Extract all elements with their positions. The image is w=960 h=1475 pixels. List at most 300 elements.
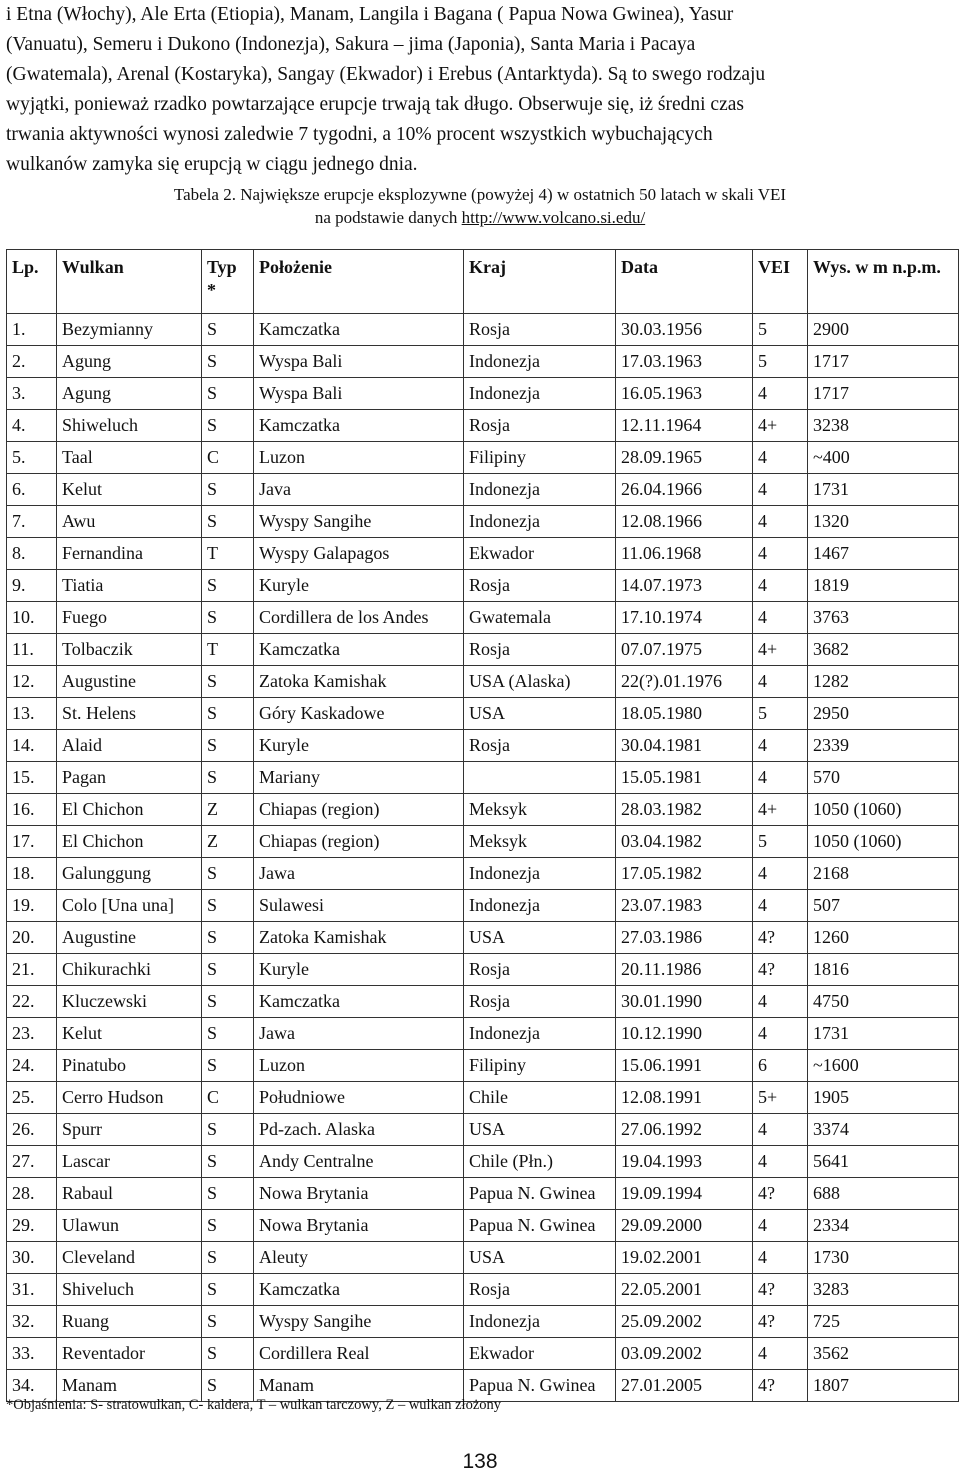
cell-kraj: Papua N. Gwinea — [464, 1210, 616, 1242]
cell-lp: 26. — [7, 1114, 57, 1146]
cell-data: 28.09.1965 — [616, 442, 753, 474]
cell-polozenie: Jawa — [254, 1018, 464, 1050]
table-row — [7, 1274, 959, 1306]
cell-data: 27.06.1992 — [616, 1114, 753, 1146]
cell-typ: S — [202, 1338, 254, 1370]
cell-wulkan: Augustine — [57, 666, 202, 698]
table-row — [7, 730, 959, 762]
cell-wys: 1260 — [808, 922, 959, 954]
cell-data: 30.03.1956 — [616, 314, 753, 346]
cell-lp: 1. — [7, 314, 57, 346]
table-row — [7, 378, 959, 410]
cell-lp: 25. — [7, 1082, 57, 1114]
cell-kraj: USA — [464, 1242, 616, 1274]
cell-polozenie: Nowa Brytania — [254, 1178, 464, 1210]
cell-vei: 4 — [753, 1242, 808, 1274]
header-vei: VEI — [753, 250, 808, 314]
cell-typ: S — [202, 954, 254, 986]
header-polozenie: Położenie — [254, 250, 464, 314]
cell-data: 12.11.1964 — [616, 410, 753, 442]
cell-wys: 5641 — [808, 1146, 959, 1178]
cell-polozenie: Zatoka Kamishak — [254, 922, 464, 954]
cell-typ: S — [202, 378, 254, 410]
table-row — [7, 666, 959, 698]
cell-typ: C — [202, 1082, 254, 1114]
cell-typ: S — [202, 1050, 254, 1082]
cell-lp: 16. — [7, 794, 57, 826]
table-row — [7, 762, 959, 794]
cell-wulkan: Augustine — [57, 922, 202, 954]
cell-typ: S — [202, 1146, 254, 1178]
cell-wys: 688 — [808, 1178, 959, 1210]
cell-kraj: Ekwador — [464, 538, 616, 570]
cell-vei: 4 — [753, 666, 808, 698]
cell-lp: 6. — [7, 474, 57, 506]
cell-lp: 5. — [7, 442, 57, 474]
cell-lp: 3. — [7, 378, 57, 410]
table-body — [7, 314, 959, 1402]
cell-data: 15.06.1991 — [616, 1050, 753, 1082]
cell-data: 16.05.1963 — [616, 378, 753, 410]
cell-lp: 2. — [7, 346, 57, 378]
cell-polozenie: Sulawesi — [254, 890, 464, 922]
cell-polozenie: Jawa — [254, 858, 464, 890]
cell-kraj: Rosja — [464, 730, 616, 762]
table-row — [7, 826, 959, 858]
table-row — [7, 346, 959, 378]
cell-wulkan: Cleveland — [57, 1242, 202, 1274]
cell-polozenie: Kamczatka — [254, 1274, 464, 1306]
cell-kraj: Indonezja — [464, 474, 616, 506]
cell-wys: 3374 — [808, 1114, 959, 1146]
cell-wulkan: Pagan — [57, 762, 202, 794]
header-row — [7, 250, 959, 314]
cell-lp: 8. — [7, 538, 57, 570]
cell-kraj: Rosja — [464, 634, 616, 666]
table-row — [7, 634, 959, 666]
intro-paragraph — [6, 0, 952, 180]
cell-data: 30.01.1990 — [616, 986, 753, 1018]
cell-polozenie: Manam — [254, 1370, 464, 1402]
cell-typ: S — [202, 1274, 254, 1306]
cell-wulkan: Cerro Hudson — [57, 1082, 202, 1114]
cell-polozenie: Luzon — [254, 1050, 464, 1082]
cell-vei: 4 — [753, 858, 808, 890]
table-row — [7, 1242, 959, 1274]
cell-data: 29.09.2000 — [616, 1210, 753, 1242]
header-kraj: Kraj — [464, 250, 616, 314]
cell-typ: S — [202, 1114, 254, 1146]
cell-data: 23.07.1983 — [616, 890, 753, 922]
cell-data: 22(?).01.1976 — [616, 666, 753, 698]
table-row — [7, 570, 959, 602]
cell-lp: 34. — [7, 1370, 57, 1402]
cell-vei: 4 — [753, 890, 808, 922]
cell-wulkan: Ulawun — [57, 1210, 202, 1242]
cell-wulkan: El Chichon — [57, 794, 202, 826]
cell-wulkan: Alaid — [57, 730, 202, 762]
cell-wys: 2168 — [808, 858, 959, 890]
cell-kraj — [464, 762, 616, 794]
cell-data: 27.03.1986 — [616, 922, 753, 954]
cell-polozenie: Mariany — [254, 762, 464, 794]
cell-kraj: Indonezja — [464, 506, 616, 538]
cell-data: 03.09.2002 — [616, 1338, 753, 1370]
table-header — [7, 250, 959, 314]
cell-lp: 4. — [7, 410, 57, 442]
cell-polozenie: Wyspa Bali — [254, 346, 464, 378]
cell-typ: S — [202, 1178, 254, 1210]
cell-vei: 4 — [753, 986, 808, 1018]
cell-kraj: Chile (Płn.) — [464, 1146, 616, 1178]
cell-kraj: Filipiny — [464, 442, 616, 474]
cell-kraj: Rosja — [464, 954, 616, 986]
cell-data: 26.04.1966 — [616, 474, 753, 506]
cell-data: 14.07.1973 — [616, 570, 753, 602]
cell-wys: 3283 — [808, 1274, 959, 1306]
cell-polozenie: Kamczatka — [254, 634, 464, 666]
table-row — [7, 954, 959, 986]
cell-typ: S — [202, 1370, 254, 1402]
cell-data: 03.04.1982 — [616, 826, 753, 858]
cell-lp: 11. — [7, 634, 57, 666]
cell-vei: 4? — [753, 1306, 808, 1338]
cell-data: 12.08.1991 — [616, 1082, 753, 1114]
cell-kraj: Papua N. Gwinea — [464, 1370, 616, 1402]
cell-vei: 4? — [753, 1178, 808, 1210]
cell-kraj: Rosja — [464, 410, 616, 442]
cell-data: 18.05.1980 — [616, 698, 753, 730]
cell-wys: ~1600 — [808, 1050, 959, 1082]
cell-lp: 24. — [7, 1050, 57, 1082]
cell-data: 17.03.1963 — [616, 346, 753, 378]
table-row — [7, 474, 959, 506]
cell-wulkan: Fuego — [57, 602, 202, 634]
cell-wulkan: Lascar — [57, 1146, 202, 1178]
table-row — [7, 922, 959, 954]
cell-data: 15.05.1981 — [616, 762, 753, 794]
cell-wulkan: Taal — [57, 442, 202, 474]
cell-typ: S — [202, 858, 254, 890]
cell-lp: 30. — [7, 1242, 57, 1274]
cell-typ: T — [202, 538, 254, 570]
cell-lp: 33. — [7, 1338, 57, 1370]
cell-typ: S — [202, 922, 254, 954]
header-data: Data — [616, 250, 753, 314]
cell-typ: S — [202, 986, 254, 1018]
cell-polozenie: Wyspy Sangihe — [254, 506, 464, 538]
cell-wulkan: Bezymianny — [57, 314, 202, 346]
cell-vei: 5 — [753, 826, 808, 858]
cell-kraj: Meksyk — [464, 826, 616, 858]
cell-wys: 1730 — [808, 1242, 959, 1274]
cell-kraj: Filipiny — [464, 1050, 616, 1082]
cell-polozenie: Luzon — [254, 442, 464, 474]
cell-wulkan: El Chichon — [57, 826, 202, 858]
cell-vei: 4 — [753, 570, 808, 602]
cell-lp: 20. — [7, 922, 57, 954]
cell-wys: 1731 — [808, 474, 959, 506]
cell-vei: 4+ — [753, 794, 808, 826]
paragraph-line: trwania aktywności wynosi zaledwie 7 tygodni, a 10% procent wszystkich wybuchających — [6, 124, 713, 145]
paragraph-line: (Vanuatu), Semeru i Dukono (Indonezja), Sakura – jima (Japonia), Santa Maria i Pacaya — [6, 34, 696, 55]
header-typ: Typ * — [202, 250, 254, 314]
cell-data: 22.05.2001 — [616, 1274, 753, 1306]
cell-vei: 4? — [753, 954, 808, 986]
cell-data: 17.05.1982 — [616, 858, 753, 890]
cell-wulkan: Agung — [57, 378, 202, 410]
cell-typ: S — [202, 890, 254, 922]
cell-vei: 4 — [753, 730, 808, 762]
cell-lp: 18. — [7, 858, 57, 890]
cell-wys: 570 — [808, 762, 959, 794]
cell-lp: 19. — [7, 890, 57, 922]
cell-kraj: USA — [464, 922, 616, 954]
paragraph-line: (Gwatemala), Arenal (Kostaryka), Sangay (Ekwador) i Erebus (Antarktyda). Są to swego rodzaju — [6, 64, 766, 85]
cell-vei: 4 — [753, 378, 808, 410]
cell-lp: 7. — [7, 506, 57, 538]
cell-typ: S — [202, 666, 254, 698]
cell-wulkan: Awu — [57, 506, 202, 538]
header-lp: Lp. — [7, 250, 57, 314]
cell-wys: 1905 — [808, 1082, 959, 1114]
cell-lp: 29. — [7, 1210, 57, 1242]
cell-kraj: Indonezja — [464, 378, 616, 410]
cell-wys: 1320 — [808, 506, 959, 538]
cell-data: 12.08.1966 — [616, 506, 753, 538]
cell-wys: 4750 — [808, 986, 959, 1018]
cell-wulkan: Pinatubo — [57, 1050, 202, 1082]
table-row — [7, 442, 959, 474]
cell-wys: 1807 — [808, 1370, 959, 1402]
caption-line-1: Tabela 2. Największe erupcje eksplozywne (powyżej 4) w ostatnich 50 latach w skali VEI — [173, 185, 787, 204]
cell-lp: 13. — [7, 698, 57, 730]
cell-polozenie: Południowe — [254, 1082, 464, 1114]
cell-wulkan: Rabaul — [57, 1178, 202, 1210]
cell-kraj: Indonezja — [464, 1018, 616, 1050]
cell-vei: 4 — [753, 1210, 808, 1242]
table-row — [7, 1306, 959, 1338]
cell-polozenie: Kamczatka — [254, 410, 464, 442]
table-caption — [0, 183, 960, 229]
table-row — [7, 1018, 959, 1050]
cell-wys: 1819 — [808, 570, 959, 602]
paragraph-line: i Etna (Włochy), Ale Erta (Etiopia), Manam, Langila i Bagana ( Papua Nowa Gwinea), Yasur — [6, 4, 734, 25]
table-row — [7, 314, 959, 346]
table-row — [7, 1338, 959, 1370]
cell-wulkan: Kelut — [57, 1018, 202, 1050]
cell-typ: S — [202, 762, 254, 794]
cell-kraj: Indonezja — [464, 858, 616, 890]
cell-kraj: USA (Alaska) — [464, 666, 616, 698]
cell-vei: 5 — [753, 346, 808, 378]
table-row — [7, 1050, 959, 1082]
cell-lp: 15. — [7, 762, 57, 794]
cell-data: 19.09.1994 — [616, 1178, 753, 1210]
cell-kraj: Chile — [464, 1082, 616, 1114]
cell-wys: 1050 (1060) — [808, 794, 959, 826]
table-row — [7, 506, 959, 538]
cell-kraj: Gwatemala — [464, 602, 616, 634]
cell-wys: 1050 (1060) — [808, 826, 959, 858]
cell-data: 17.10.1974 — [616, 602, 753, 634]
cell-vei: 4+ — [753, 410, 808, 442]
cell-data: 25.09.2002 — [616, 1306, 753, 1338]
cell-wys: 3562 — [808, 1338, 959, 1370]
cell-wys: ~400 — [808, 442, 959, 474]
cell-typ: T — [202, 634, 254, 666]
cell-vei: 4 — [753, 602, 808, 634]
cell-data: 19.02.2001 — [616, 1242, 753, 1274]
cell-wulkan: Reventador — [57, 1338, 202, 1370]
cell-wulkan: Manam — [57, 1370, 202, 1402]
cell-wys: 1717 — [808, 346, 959, 378]
cell-typ: S — [202, 730, 254, 762]
table-row — [7, 858, 959, 890]
cell-polozenie: Chiapas (region) — [254, 794, 464, 826]
cell-vei: 4 — [753, 1114, 808, 1146]
cell-typ: S — [202, 602, 254, 634]
cell-wys: 2900 — [808, 314, 959, 346]
cell-vei: 5+ — [753, 1082, 808, 1114]
cell-lp: 17. — [7, 826, 57, 858]
cell-vei: 5 — [753, 698, 808, 730]
cell-typ: S — [202, 410, 254, 442]
cell-vei: 6 — [753, 1050, 808, 1082]
cell-wys: 1467 — [808, 538, 959, 570]
header-wulkan: Wulkan — [57, 250, 202, 314]
cell-polozenie: Chiapas (region) — [254, 826, 464, 858]
cell-lp: 12. — [7, 666, 57, 698]
cell-kraj: Rosja — [464, 314, 616, 346]
cell-vei: 4? — [753, 1274, 808, 1306]
cell-wulkan: Tiatia — [57, 570, 202, 602]
header-wys: Wys. w m n.p.m. — [808, 250, 959, 314]
cell-data: 20.11.1986 — [616, 954, 753, 986]
cell-data: 07.07.1975 — [616, 634, 753, 666]
cell-wulkan: Galunggung — [57, 858, 202, 890]
cell-lp: 28. — [7, 1178, 57, 1210]
cell-wys: 3763 — [808, 602, 959, 634]
cell-kraj: Ekwador — [464, 1338, 616, 1370]
cell-wulkan: Colo [Una una] — [57, 890, 202, 922]
cell-kraj: Indonezja — [464, 890, 616, 922]
cell-wulkan: Spurr — [57, 1114, 202, 1146]
cell-wulkan: Kelut — [57, 474, 202, 506]
cell-wys: 1816 — [808, 954, 959, 986]
cell-wulkan: Shiveluch — [57, 1274, 202, 1306]
cell-typ: Z — [202, 794, 254, 826]
cell-typ: Z — [202, 826, 254, 858]
cell-typ: S — [202, 1210, 254, 1242]
cell-polozenie: Góry Kaskadowe — [254, 698, 464, 730]
cell-wys: 3238 — [808, 410, 959, 442]
cell-typ: S — [202, 314, 254, 346]
cell-polozenie: Wyspa Bali — [254, 378, 464, 410]
cell-wulkan: Shiweluch — [57, 410, 202, 442]
cell-kraj: Meksyk — [464, 794, 616, 826]
cell-vei: 4 — [753, 474, 808, 506]
cell-kraj: USA — [464, 1114, 616, 1146]
cell-vei: 4+ — [753, 634, 808, 666]
cell-wys: 1717 — [808, 378, 959, 410]
table-row — [7, 794, 959, 826]
page-number: 138 — [462, 1450, 498, 1473]
table-row — [7, 1082, 959, 1114]
cell-typ: C — [202, 442, 254, 474]
table-row — [7, 1146, 959, 1178]
cell-vei: 4? — [753, 1370, 808, 1402]
cell-data: 19.04.1993 — [616, 1146, 753, 1178]
cell-typ: S — [202, 1018, 254, 1050]
cell-wys: 3682 — [808, 634, 959, 666]
cell-wys: 1282 — [808, 666, 959, 698]
cell-vei: 4 — [753, 1018, 808, 1050]
cell-kraj: USA — [464, 698, 616, 730]
table-row — [7, 890, 959, 922]
cell-wys: 725 — [808, 1306, 959, 1338]
cell-wys: 1731 — [808, 1018, 959, 1050]
cell-polozenie: Kamczatka — [254, 314, 464, 346]
cell-wulkan: Fernandina — [57, 538, 202, 570]
cell-wys: 2950 — [808, 698, 959, 730]
paragraph-line: wyjątki, ponieważ rzadko powtarzające erupcje trwają tak długo. Obserwuje się, iż średni czas — [6, 94, 744, 115]
cell-kraj: Indonezja — [464, 346, 616, 378]
cell-vei: 4 — [753, 538, 808, 570]
cell-wys: 2334 — [808, 1210, 959, 1242]
cell-wulkan: St. Helens — [57, 698, 202, 730]
cell-wulkan: Chikurachki — [57, 954, 202, 986]
cell-wulkan: Kluczewski — [57, 986, 202, 1018]
source-link[interactable]: http://www.volcano.si.edu/ — [461, 208, 646, 227]
cell-polozenie: Kuryle — [254, 570, 464, 602]
cell-polozenie: Wyspy Galapagos — [254, 538, 464, 570]
cell-polozenie: Pd-zach. Alaska — [254, 1114, 464, 1146]
cell-data: 11.06.1968 — [616, 538, 753, 570]
cell-vei: 4? — [753, 922, 808, 954]
cell-kraj: Rosja — [464, 1274, 616, 1306]
cell-polozenie: Zatoka Kamishak — [254, 666, 464, 698]
cell-wulkan: Tolbaczik — [57, 634, 202, 666]
cell-kraj: Rosja — [464, 570, 616, 602]
cell-polozenie: Java — [254, 474, 464, 506]
cell-vei: 4 — [753, 762, 808, 794]
cell-polozenie: Cordillera de los Andes — [254, 602, 464, 634]
cell-vei: 4 — [753, 506, 808, 538]
cell-data: 10.12.1990 — [616, 1018, 753, 1050]
cell-polozenie: Aleuty — [254, 1242, 464, 1274]
cell-lp: 23. — [7, 1018, 57, 1050]
cell-vei: 4 — [753, 1338, 808, 1370]
table-row — [7, 1210, 959, 1242]
cell-polozenie: Nowa Brytania — [254, 1210, 464, 1242]
table-row — [7, 538, 959, 570]
cell-lp: 32. — [7, 1306, 57, 1338]
cell-polozenie: Wyspy Sangihe — [254, 1306, 464, 1338]
cell-vei: 4 — [753, 1146, 808, 1178]
cell-vei: 4 — [753, 442, 808, 474]
table-row — [7, 698, 959, 730]
cell-lp: 14. — [7, 730, 57, 762]
cell-kraj: Papua N. Gwinea — [464, 1178, 616, 1210]
cell-lp: 27. — [7, 1146, 57, 1178]
cell-polozenie: Kamczatka — [254, 986, 464, 1018]
cell-lp: 21. — [7, 954, 57, 986]
table-row — [7, 1114, 959, 1146]
cell-typ: S — [202, 1242, 254, 1274]
cell-data: 27.01.2005 — [616, 1370, 753, 1402]
cell-vei: 5 — [753, 314, 808, 346]
